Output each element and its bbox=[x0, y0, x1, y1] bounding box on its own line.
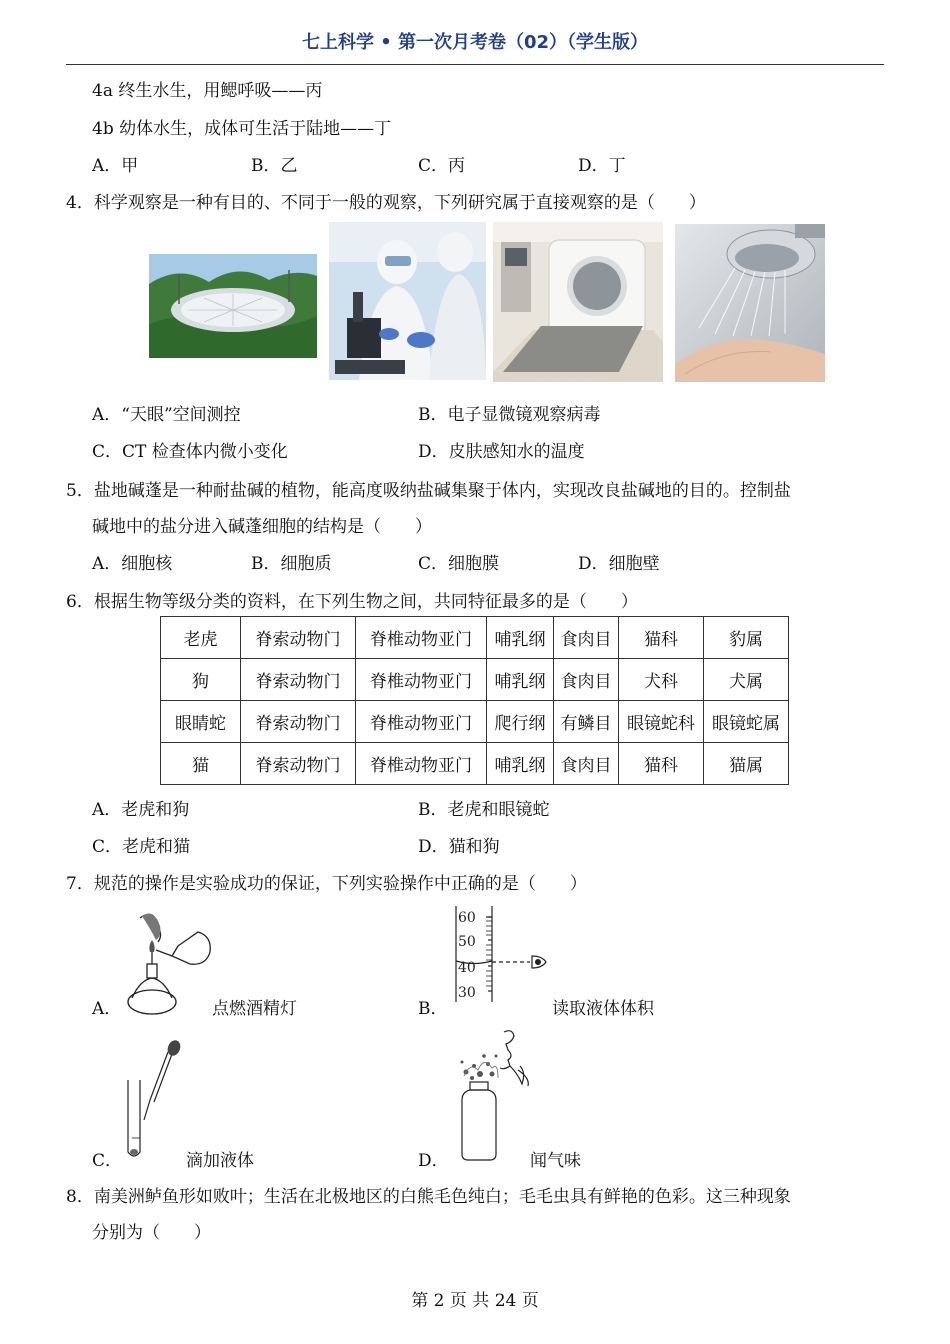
ct-scanner-photo bbox=[493, 222, 663, 382]
key-4a: 4a 终生水生，用鳃呼吸——丙 bbox=[92, 81, 323, 101]
table-cell: 食肉目 bbox=[554, 659, 619, 701]
table-cell: 脊椎动物亚门 bbox=[356, 617, 487, 659]
q3-option-c[interactable]: C．丙 bbox=[418, 156, 466, 176]
tick-label: 60 bbox=[458, 910, 476, 926]
q6-option-c[interactable]: C．老虎和猫 bbox=[92, 837, 191, 857]
page-number: 第 2 页 共 24 页 bbox=[411, 1291, 539, 1311]
table-cell: 脊索动物门 bbox=[241, 743, 356, 785]
table-row bbox=[161, 701, 789, 743]
dropper-test-tube-figure bbox=[120, 1040, 184, 1162]
q8-stem-line1: 8．南美洲鲈鱼形如败叶；生活在北极地区的白熊毛色纯白；毛毛虫具有鲜艳的色彩。这三种现象 bbox=[66, 1187, 791, 1207]
table-cell: 脊索动物门 bbox=[241, 617, 356, 659]
table-cell: 脊椎动物亚门 bbox=[356, 743, 487, 785]
q6-stem: 6．根据生物等级分类的资料，在下列生物之间，共同特征最多的是（ ） bbox=[66, 592, 638, 612]
q4-option-a[interactable]: A．“天眼”空间测控 bbox=[92, 405, 241, 425]
table-row bbox=[161, 743, 789, 785]
q3-option-b[interactable]: B．乙 bbox=[251, 156, 298, 176]
table-cell: 眼镜蛇属 bbox=[704, 701, 789, 743]
q5-option-a[interactable]: A．细胞核 bbox=[92, 554, 173, 574]
table-cell: 狗 bbox=[161, 659, 241, 701]
q4-option-b[interactable]: B．电子显微镜观察病毒 bbox=[418, 405, 601, 425]
q6-option-b[interactable]: B．老虎和眼镜蛇 bbox=[418, 800, 550, 820]
q7-option-d-caption: 闻气味 bbox=[530, 1151, 581, 1171]
table-cell: 有鳞目 bbox=[554, 701, 619, 743]
table-cell: 犬科 bbox=[619, 659, 704, 701]
q7-option-b-caption: 读取液体体积 bbox=[552, 999, 654, 1019]
table-cell: 脊索动物门 bbox=[241, 659, 356, 701]
table-cell: 脊索动物门 bbox=[241, 701, 356, 743]
q4-stem: 4．科学观察是一种有目的、不同于一般的观察，下列研究属于直接观察的是（ ） bbox=[66, 193, 706, 213]
tick-label: 30 bbox=[458, 985, 476, 1001]
q6-option-a[interactable]: A．老虎和狗 bbox=[92, 800, 190, 820]
q8-stem-line2: 分别为（ ） bbox=[92, 1223, 211, 1243]
table-cell: 哺乳纲 bbox=[487, 659, 554, 701]
q7-option-a-letter[interactable]: A． bbox=[92, 999, 122, 1019]
q3-option-a[interactable]: A．甲 bbox=[92, 156, 139, 176]
alcohol-lamp-figure bbox=[120, 906, 220, 1020]
microscope-lab-photo bbox=[329, 222, 486, 380]
table-cell: 眼镜蛇科 bbox=[619, 701, 704, 743]
q5-stem-line2: 碱地中的盐分进入碱蓬细胞的结构是（ ） bbox=[92, 517, 432, 537]
table-cell: 食肉目 bbox=[554, 743, 619, 785]
table-row bbox=[161, 659, 789, 701]
page-header-title: 七上科学 • 第一次月考卷（02）（学生版） bbox=[301, 32, 649, 53]
q5-option-d[interactable]: D．细胞壁 bbox=[578, 554, 660, 574]
table-cell: 老虎 bbox=[161, 617, 241, 659]
table-cell: 爬行纲 bbox=[487, 701, 554, 743]
table-cell: 哺乳纲 bbox=[487, 617, 554, 659]
q5-option-c[interactable]: C．细胞膜 bbox=[418, 554, 500, 574]
table-cell: 猫属 bbox=[704, 743, 789, 785]
q7-stem: 7．规范的操作是实验成功的保证，下列实验操作中正确的是（ ） bbox=[66, 874, 587, 894]
table-cell: 猫科 bbox=[619, 743, 704, 785]
q4-option-d[interactable]: D．皮肤感知水的温度 bbox=[418, 442, 585, 462]
tick-label: 40 bbox=[458, 960, 476, 976]
table-cell: 猫科 bbox=[619, 617, 704, 659]
classification-table bbox=[160, 616, 789, 785]
shower-hand-photo bbox=[675, 224, 825, 382]
q4-option-c[interactable]: C．CT 检查体内微小变化 bbox=[92, 442, 288, 462]
header-divider bbox=[66, 64, 884, 65]
table-cell: 哺乳纲 bbox=[487, 743, 554, 785]
q5-stem-line1: 5．盐地碱蓬是一种耐盐碱的植物，能高度吸纳盐碱集聚于体内，实现改良盐碱地的目的。控制盐 bbox=[66, 481, 791, 501]
table-cell: 食肉目 bbox=[554, 617, 619, 659]
q7-option-d-letter[interactable]: D． bbox=[418, 1151, 449, 1171]
q7-option-a-caption: 点燃酒精灯 bbox=[212, 999, 297, 1019]
q5-option-b[interactable]: B．细胞质 bbox=[251, 554, 332, 574]
telescope-photo bbox=[149, 254, 317, 358]
table-cell: 脊椎动物亚门 bbox=[356, 659, 487, 701]
table-row bbox=[161, 617, 789, 659]
q6-option-d[interactable]: D．猫和狗 bbox=[418, 837, 500, 857]
key-4b: 4b 幼体水生，成体可生活于陆地——丁 bbox=[92, 119, 392, 139]
table-cell: 猫 bbox=[161, 743, 241, 785]
graduated-cylinder-figure bbox=[448, 904, 558, 1004]
table-cell: 脊椎动物亚门 bbox=[356, 701, 487, 743]
smelling-bottle-figure bbox=[448, 1026, 538, 1164]
q7-option-b-letter[interactable]: B． bbox=[418, 999, 448, 1019]
q7-option-c-letter[interactable]: C． bbox=[92, 1151, 123, 1171]
tick-label: 50 bbox=[458, 934, 476, 950]
table-cell: 犬属 bbox=[704, 659, 789, 701]
table-cell: 眼睛蛇 bbox=[161, 701, 241, 743]
q7-option-c-caption: 滴加液体 bbox=[186, 1151, 254, 1171]
table-cell: 豹属 bbox=[704, 617, 789, 659]
q3-option-d[interactable]: D．丁 bbox=[578, 156, 626, 176]
